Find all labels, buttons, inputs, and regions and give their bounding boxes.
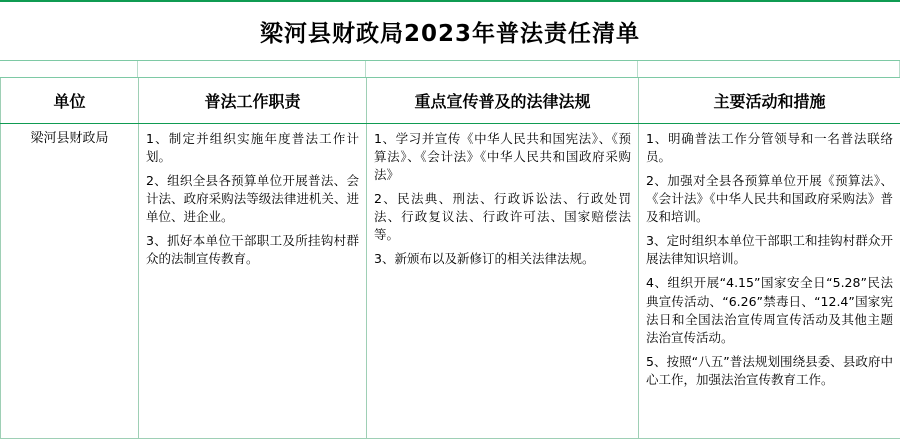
cell-activities (639, 123, 900, 438)
responsibility-table (0, 78, 900, 439)
table-row (1, 123, 900, 438)
activity-item: 5、按照“八五”普法规划围绕县委、县政府中心工作，加强法治宣传教育工作。 (646, 353, 893, 389)
spacer-cell-activities (638, 61, 900, 77)
activity-item: 1、明确普法工作分管领导和一名普法联络员。 (646, 130, 893, 166)
page-title: 梁河县财政局2023年普法责任清单 (260, 15, 640, 48)
document-title-row (0, 0, 900, 61)
duty-item: 2、组织全县各预算单位开展普法、会计法、政府采购法等级法律进机关、进单位、进企业。 (146, 172, 359, 226)
activity-item: 2、加强对全县各预算单位开展《预算法》、《会计法》《中华人民共和国政府采购法》普及和培训。 (646, 172, 893, 226)
law-item: 2、民法典、刑法、行政诉讼法、行政处罚法、行政复议法、行政许可法、国家赔偿法等。 (374, 190, 631, 244)
law-item: 1、学习并宣传《中华人民共和国宪法》、《预算法》、《会计法》《中华人民共和国政府采购法》 (374, 130, 631, 184)
column-header-laws: 重点宣传普及的法律法规 (367, 78, 639, 123)
spacer-cell-duty (138, 61, 366, 77)
table-header-row (1, 78, 900, 123)
cell-laws (367, 123, 639, 438)
cell-unit: 梁河县财政局 (1, 123, 139, 438)
column-header-duty: 普法工作职责 (139, 78, 367, 123)
blank-spacer-row (0, 61, 900, 78)
duty-item: 1、制定并组织实施年度普法工作计划。 (146, 130, 359, 166)
spacer-cell-unit (0, 61, 138, 77)
activity-item: 4、组织开展“4.15”国家安全日“5.28”民法典宣传活动、“6.26”禁毒日、“12.4”国家宪法日和全国法治宣传周宣传活动及其他主题法治宣传活动。 (646, 274, 893, 347)
law-item: 3、新颁布以及新修订的相关法律法规。 (374, 250, 631, 268)
duty-item: 3、抓好本单位干部职工及所挂钩村群众的法制宣传教育。 (146, 232, 359, 268)
column-header-unit: 单位 (1, 78, 139, 123)
activity-item: 3、定时组织本单位干部职工和挂钩村群众开展法律知识培训。 (646, 232, 893, 268)
cell-duty (139, 123, 367, 438)
spacer-cell-laws (366, 61, 638, 77)
column-header-activities: 主要活动和措施 (639, 78, 900, 123)
